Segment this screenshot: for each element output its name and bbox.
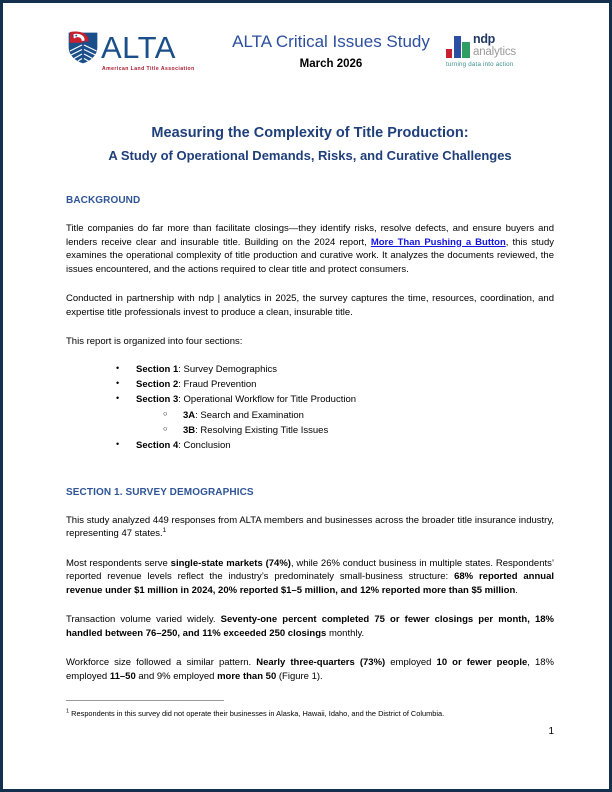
alta-logo-row <box>66 29 176 65</box>
background-p1-part-b: , this study examines the operational complexity of title production and curative work. It analyzes the documents reviewed, the issues encountered, and the actions required to clear title and protect consumers. <box>66 236 554 275</box>
alta-logo <box>66 29 216 72</box>
more-than-pushing-a-button-link[interactable]: More Than Pushing a Button <box>370 236 506 248</box>
section1-paragraph-1 <box>66 514 554 541</box>
s1p3-b1: Seventy-one percent completed 75 or fewer closings per month, 18% handled between 76–250, and 11% exceeded 250 closings <box>66 614 555 639</box>
footnote-body: Respondents in this survey did not operate their businesses in Alaska, Hawaii, Idaho, and the District of Columbia. <box>69 709 445 718</box>
footnote-marker: 1 <box>66 708 70 715</box>
page-title <box>66 124 554 164</box>
section-label: Section 3 <box>136 394 179 406</box>
background-paragraph-1 <box>66 222 554 276</box>
section-label: Section 2 <box>136 378 179 390</box>
subsection-label: 3A <box>183 409 196 421</box>
section-text: : Fraud Prevention <box>178 378 257 390</box>
page-content <box>3 3 609 789</box>
report-header-title-block <box>216 29 446 70</box>
s1p4-b1: Nearly three-quarters (73%) <box>256 657 386 669</box>
section-text: : Conclusion <box>178 440 231 452</box>
section-text: : Operational Workflow for Title Production <box>178 394 357 406</box>
report-series-title: ALTA Critical Issues Study <box>232 32 430 51</box>
footnote-1 <box>66 709 554 719</box>
ndp-wordmark <box>473 33 516 58</box>
section1-paragraph-4 <box>66 656 554 683</box>
s1p4-b3: 11–50 <box>109 670 136 682</box>
list-item <box>163 408 554 423</box>
s1p4-b2: 10 or fewer people <box>436 657 528 669</box>
alta-tagline: American Land Title Association <box>102 66 195 72</box>
s1p2-t2: , while 26% conduct business in multiple states. Respondents’ reported revenue levels reflect the industry’s predominately small-business structure: <box>66 557 554 583</box>
s1p4-b4: more than 50 <box>217 670 277 682</box>
s1p3-t2: monthly. <box>326 627 365 639</box>
s1p2-t3: . <box>515 584 518 596</box>
background-paragraph-3: This report is organized into four sections: <box>66 336 243 348</box>
section1-paragraph-3 <box>66 613 554 640</box>
heading-section-1: SECTION 1. SURVEY DEMOGRAPHICS <box>66 486 254 498</box>
list-item <box>116 362 554 377</box>
subsection-text: : Search and Examination <box>195 409 304 421</box>
ndp-bar-chart-icon <box>446 35 470 58</box>
footnote-reference-1[interactable]: 1 <box>162 527 167 535</box>
report-date: March 2026 <box>299 57 363 70</box>
ndp-name: ndp <box>473 32 496 46</box>
list-item <box>163 423 554 438</box>
s1p2-t1: Most respondents serve <box>66 557 171 569</box>
footnote-area <box>66 700 554 719</box>
page-title-line-1: Measuring the Complexity of Title Production: <box>151 125 469 141</box>
section1-p1-text: This study analyzed 449 responses from ALTA members and businesses across the broader title insurance industry, representing 47 states. <box>66 514 554 540</box>
s1p2-b2: 68% reported annual revenue under $1 million in 2024, 20% reported $1–5 million, and 12% reported more than $5 million <box>66 571 554 596</box>
section-label: Section 4 <box>136 440 179 452</box>
footnote-separator <box>66 700 224 701</box>
report-sections-list <box>66 362 554 454</box>
s1p4-t3: , 18% employed <box>66 657 555 682</box>
list-item <box>116 377 554 392</box>
background-p1-part-a: Title companies do far more than facilitate closings—they identify risks, resolve defects, and ensure buyers and lenders receive clear and insurable title. Building on the 2024 report, <box>66 223 554 248</box>
s1p4-t5: (Figure 1). <box>276 670 323 682</box>
s1p2-b1: single-state markets (74%) <box>170 557 291 569</box>
list-item <box>116 438 554 453</box>
list-item <box>116 392 554 438</box>
alta-shield-eagle-icon <box>66 29 100 65</box>
heading-background: BACKGROUND <box>66 195 141 207</box>
report-subsections-list <box>136 408 554 439</box>
background-paragraph-2: Conducted in partnership with ndp | analytics in 2025, the survey captures the time, resources, coordination, and expertise title professionals invest to produce a clean, insurable title. <box>66 293 554 318</box>
page-number: 1 <box>548 726 554 737</box>
section-label: Section 1 <box>136 363 179 375</box>
s1p3-t1: Transaction volume varied widely. <box>66 614 221 626</box>
page-title-line-2: A Study of Operational Demands, Risks, and Curative Challenges <box>108 147 512 163</box>
s1p4-t2: employed <box>385 657 437 669</box>
section-text: : Survey Demographics <box>178 363 277 375</box>
ndp-analytics-logo <box>446 29 554 68</box>
document-masthead <box>66 29 554 91</box>
ndp-subname: analytics <box>473 45 516 58</box>
subsection-label: 3B <box>183 425 196 436</box>
s1p4-t4: and 9% employed <box>135 670 218 682</box>
s1p4-t1: Workforce size followed a similar pattern. <box>66 657 257 669</box>
alta-wordmark: ALTA <box>101 29 176 65</box>
subsection-text: : Resolving Existing Title Issues <box>195 425 329 436</box>
ndp-logo-row <box>446 33 554 58</box>
section1-paragraph-2 <box>66 557 554 597</box>
ndp-tagline: turning data into action <box>446 61 514 68</box>
